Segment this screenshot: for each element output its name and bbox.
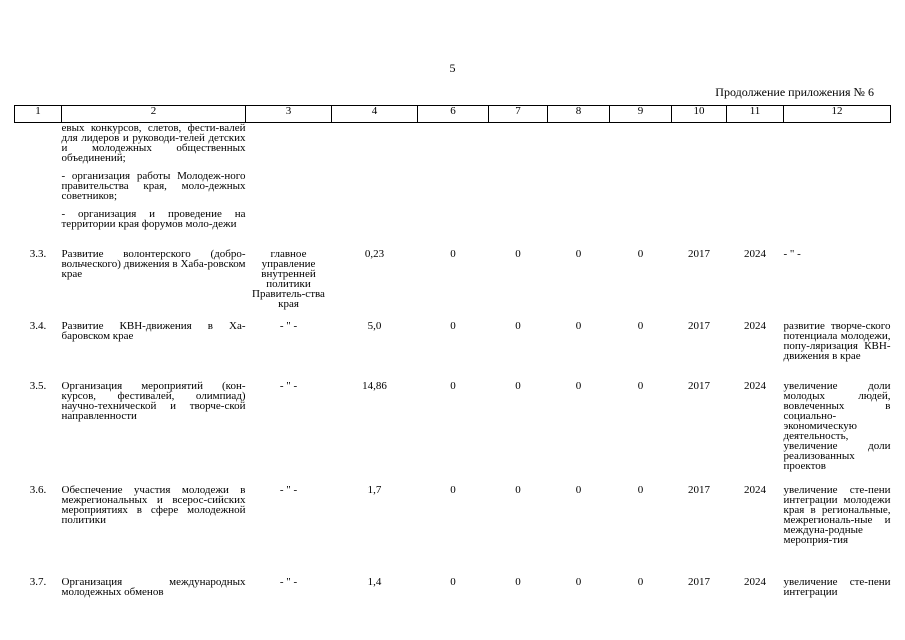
header-cell: 4 [332,106,418,123]
header-row [15,106,891,123]
header-cell: 11 [727,106,784,123]
program-table [14,105,891,605]
measure-name: Развитие КВН-движения в Ха-баровском крае [61,319,246,342]
row-number: 3.5. [29,379,47,392]
end-year: 2024 [744,247,766,260]
col7-value: 0 [515,319,521,332]
table-row [15,247,891,319]
executor: - " - [279,575,298,588]
expected-result: увеличение доли молодых людей, вовлеченных в социально-экономическую деятельность, увеличение доли реализованных проектов [783,379,891,472]
measure-name: Организация международных молодежных обменов [61,575,246,598]
row-number: 3.7. [29,575,47,588]
executor: - " - [279,319,298,332]
executor: - " - [279,483,298,496]
col6-value: 0 [450,483,456,496]
header-cell: 3 [246,106,332,123]
expected-result: - " - [783,247,801,260]
continuation-label: Продолжение приложения № 6 [715,85,874,99]
col6-value: 0 [450,319,456,332]
page-number: 5 [449,61,456,75]
col8-value: 0 [575,483,582,496]
col4-value: 5,0 [367,319,382,332]
end-year: 2024 [744,575,766,588]
col7-value: 0 [515,483,521,496]
measure-name: Организация мероприятий (кон-курсов, фестивалей, олимпиад) научно-технической и творче-ской направленности [61,379,246,422]
header-cell: 7 [489,106,548,123]
expected-result: увеличение сте-пени интеграции молодежи края в региональные, межрегиональ-ные и междуна-родные мероприя-тия [783,483,891,546]
header-cell: 8 [548,106,610,123]
header-cell: 10 [672,106,727,123]
row-number: 3.6. [29,483,47,496]
col4-value: 1,4 [367,575,382,588]
lead-paragraph: евых конкурсов, слетов, фести-валей для лидеров и руководи-телей детских и молодежных общественных объединений; [61,122,246,164]
lead-description [62,123,246,247]
col9-value: 0 [637,247,644,260]
lead-paragraph: - организация и проведение на территории края форумов моло-дежи [61,208,246,230]
header-cell: 6 [418,106,489,123]
measure-name: Развитие волонтерского (добро-вольческого) движения в Хаба-ровском крае [61,247,246,280]
table-row [15,575,891,605]
start-year: 2017 [688,247,710,260]
col8-value: 0 [575,575,582,588]
col4-value: 14,86 [362,379,387,392]
start-year: 2017 [688,379,710,392]
start-year: 2017 [688,319,710,332]
col7-value: 0 [515,379,521,392]
col6-value: 0 [450,247,456,260]
col9-value: 0 [637,575,644,588]
header-cell: 2 [62,106,246,123]
col8-value: 0 [575,379,582,392]
table-row [15,483,891,575]
col4-value: 1,7 [367,483,382,496]
start-year: 2017 [688,575,710,588]
end-year: 2024 [744,319,766,332]
col7-value: 0 [515,247,521,260]
lead-row [15,123,891,247]
end-year: 2024 [744,483,766,496]
col9-value: 0 [637,379,644,392]
row-number: 3.4. [29,319,47,332]
measure-name: Обеспечение участия молодежи в межрегиональных и всерос-сийских мероприятиях в сфере молодежной политики [61,483,246,526]
header-cell: 9 [610,106,672,123]
header-cell: 12 [784,106,891,123]
expected-result: увеличение сте-пени интеграции [783,575,891,598]
start-year: 2017 [688,483,710,496]
row-number: 3.3. [29,247,47,260]
col9-value: 0 [637,483,644,496]
col6-value: 0 [450,575,456,588]
table-row [15,319,891,379]
col4-value: 0,23 [364,247,385,260]
col9-value: 0 [637,319,644,332]
col6-value: 0 [450,379,456,392]
col8-value: 0 [575,319,582,332]
col8-value: 0 [575,247,582,260]
end-year: 2024 [744,379,766,392]
executor: главное управление внутренней политики Правитель-ства края [252,247,325,310]
expected-result: развитие творче-ского потенциала молодежи, попу-ляризация КВН-движения в крае [783,319,891,362]
col7-value: 0 [515,575,521,588]
executor: - " - [279,379,298,392]
table-row [15,379,891,483]
header-cell: 1 [15,106,62,123]
lead-paragraph: - организация работы Молодеж-ного правительства края, моло-дежных советников; [61,170,246,202]
